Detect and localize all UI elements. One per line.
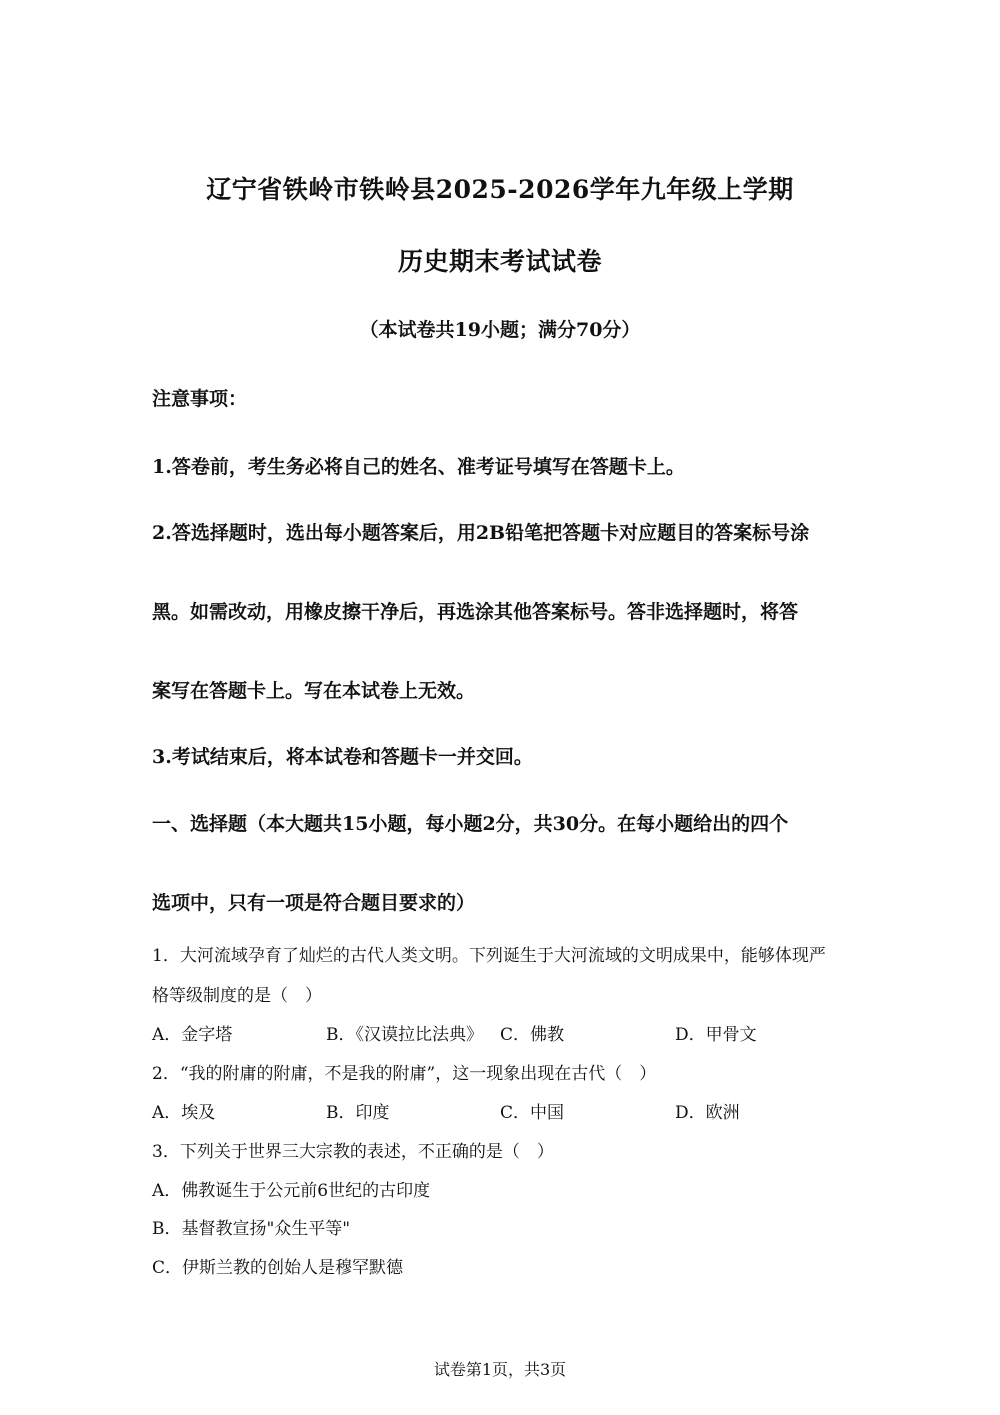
- question-1-stem-line1: 1．大河流域孕育了灿烂的古代人类文明。下列诞生于大河流域的文明成果中，能够体现严: [152, 946, 826, 966]
- note-item-2-line1: 2.答选择题时，选出每小题答案后，用2B铅笔把答题卡对应题目的答案标号涂: [152, 522, 810, 544]
- note-item-2-line2: 黑。如需改动，用橡皮擦干净后，再选涂其他答案标号。答非选择题时，将答: [152, 601, 799, 623]
- question-1-option-b: B．《汉谟拉比法典》: [326, 1025, 483, 1045]
- section-heading-line1: 一、选择题（本大题共15小题，每小题2分，共30分。在每小题给出的四个: [152, 813, 789, 835]
- question-1-option-d: D．甲骨文: [675, 1025, 757, 1045]
- section-heading-line2: 选项中，只有一项是符合题目要求的）: [152, 892, 476, 914]
- note-item-3: 3.考试结束后，将本试卷和答题卡一并交回。: [152, 746, 533, 768]
- question-2-option-d: D．欧洲: [675, 1103, 740, 1123]
- page-footer: 试卷第1页，共3页: [433, 1360, 567, 1379]
- question-2-option-c: C．中国: [500, 1103, 565, 1123]
- question-3-option-c: C．伊斯兰教的创始人是穆罕默德: [152, 1258, 404, 1278]
- exam-title-line2: 历史期末考试试卷: [397, 247, 602, 276]
- question-2-stem: 2．“我的附庸的附庸，不是我的附庸”，这一现象出现在古代（ ）: [152, 1064, 657, 1084]
- question-1-option-c: C．佛教: [500, 1025, 565, 1045]
- question-3-option-a: A．佛教诞生于公元前6世纪的古印度: [152, 1181, 431, 1201]
- notes-heading: 注意事项：: [152, 388, 248, 410]
- question-1-option-a: A．金字塔: [152, 1025, 233, 1045]
- note-item-2-line3: 案写在答题卡上。写在本试卷上无效。: [152, 680, 476, 702]
- exam-title-line1: 辽宁省铁岭市铁岭县2025-2026学年九年级上学期: [206, 175, 794, 204]
- question-1-stem-line2: 格等级制度的是（ ）: [152, 986, 322, 1006]
- question-3-stem: 3．下列关于世界三大宗教的表述，不正确的是（ ）: [152, 1142, 554, 1162]
- question-3-option-b: B．基督教宣扬"众生平等": [152, 1219, 351, 1239]
- question-2-option-a: A．埃及: [152, 1103, 216, 1123]
- exam-info: （本试卷共19小题；满分70分）: [359, 319, 641, 341]
- question-2-option-b: B．印度: [326, 1103, 390, 1123]
- note-item-1: 1.答卷前，考生务必将自己的姓名、准考证号填写在答题卡上。: [152, 456, 685, 478]
